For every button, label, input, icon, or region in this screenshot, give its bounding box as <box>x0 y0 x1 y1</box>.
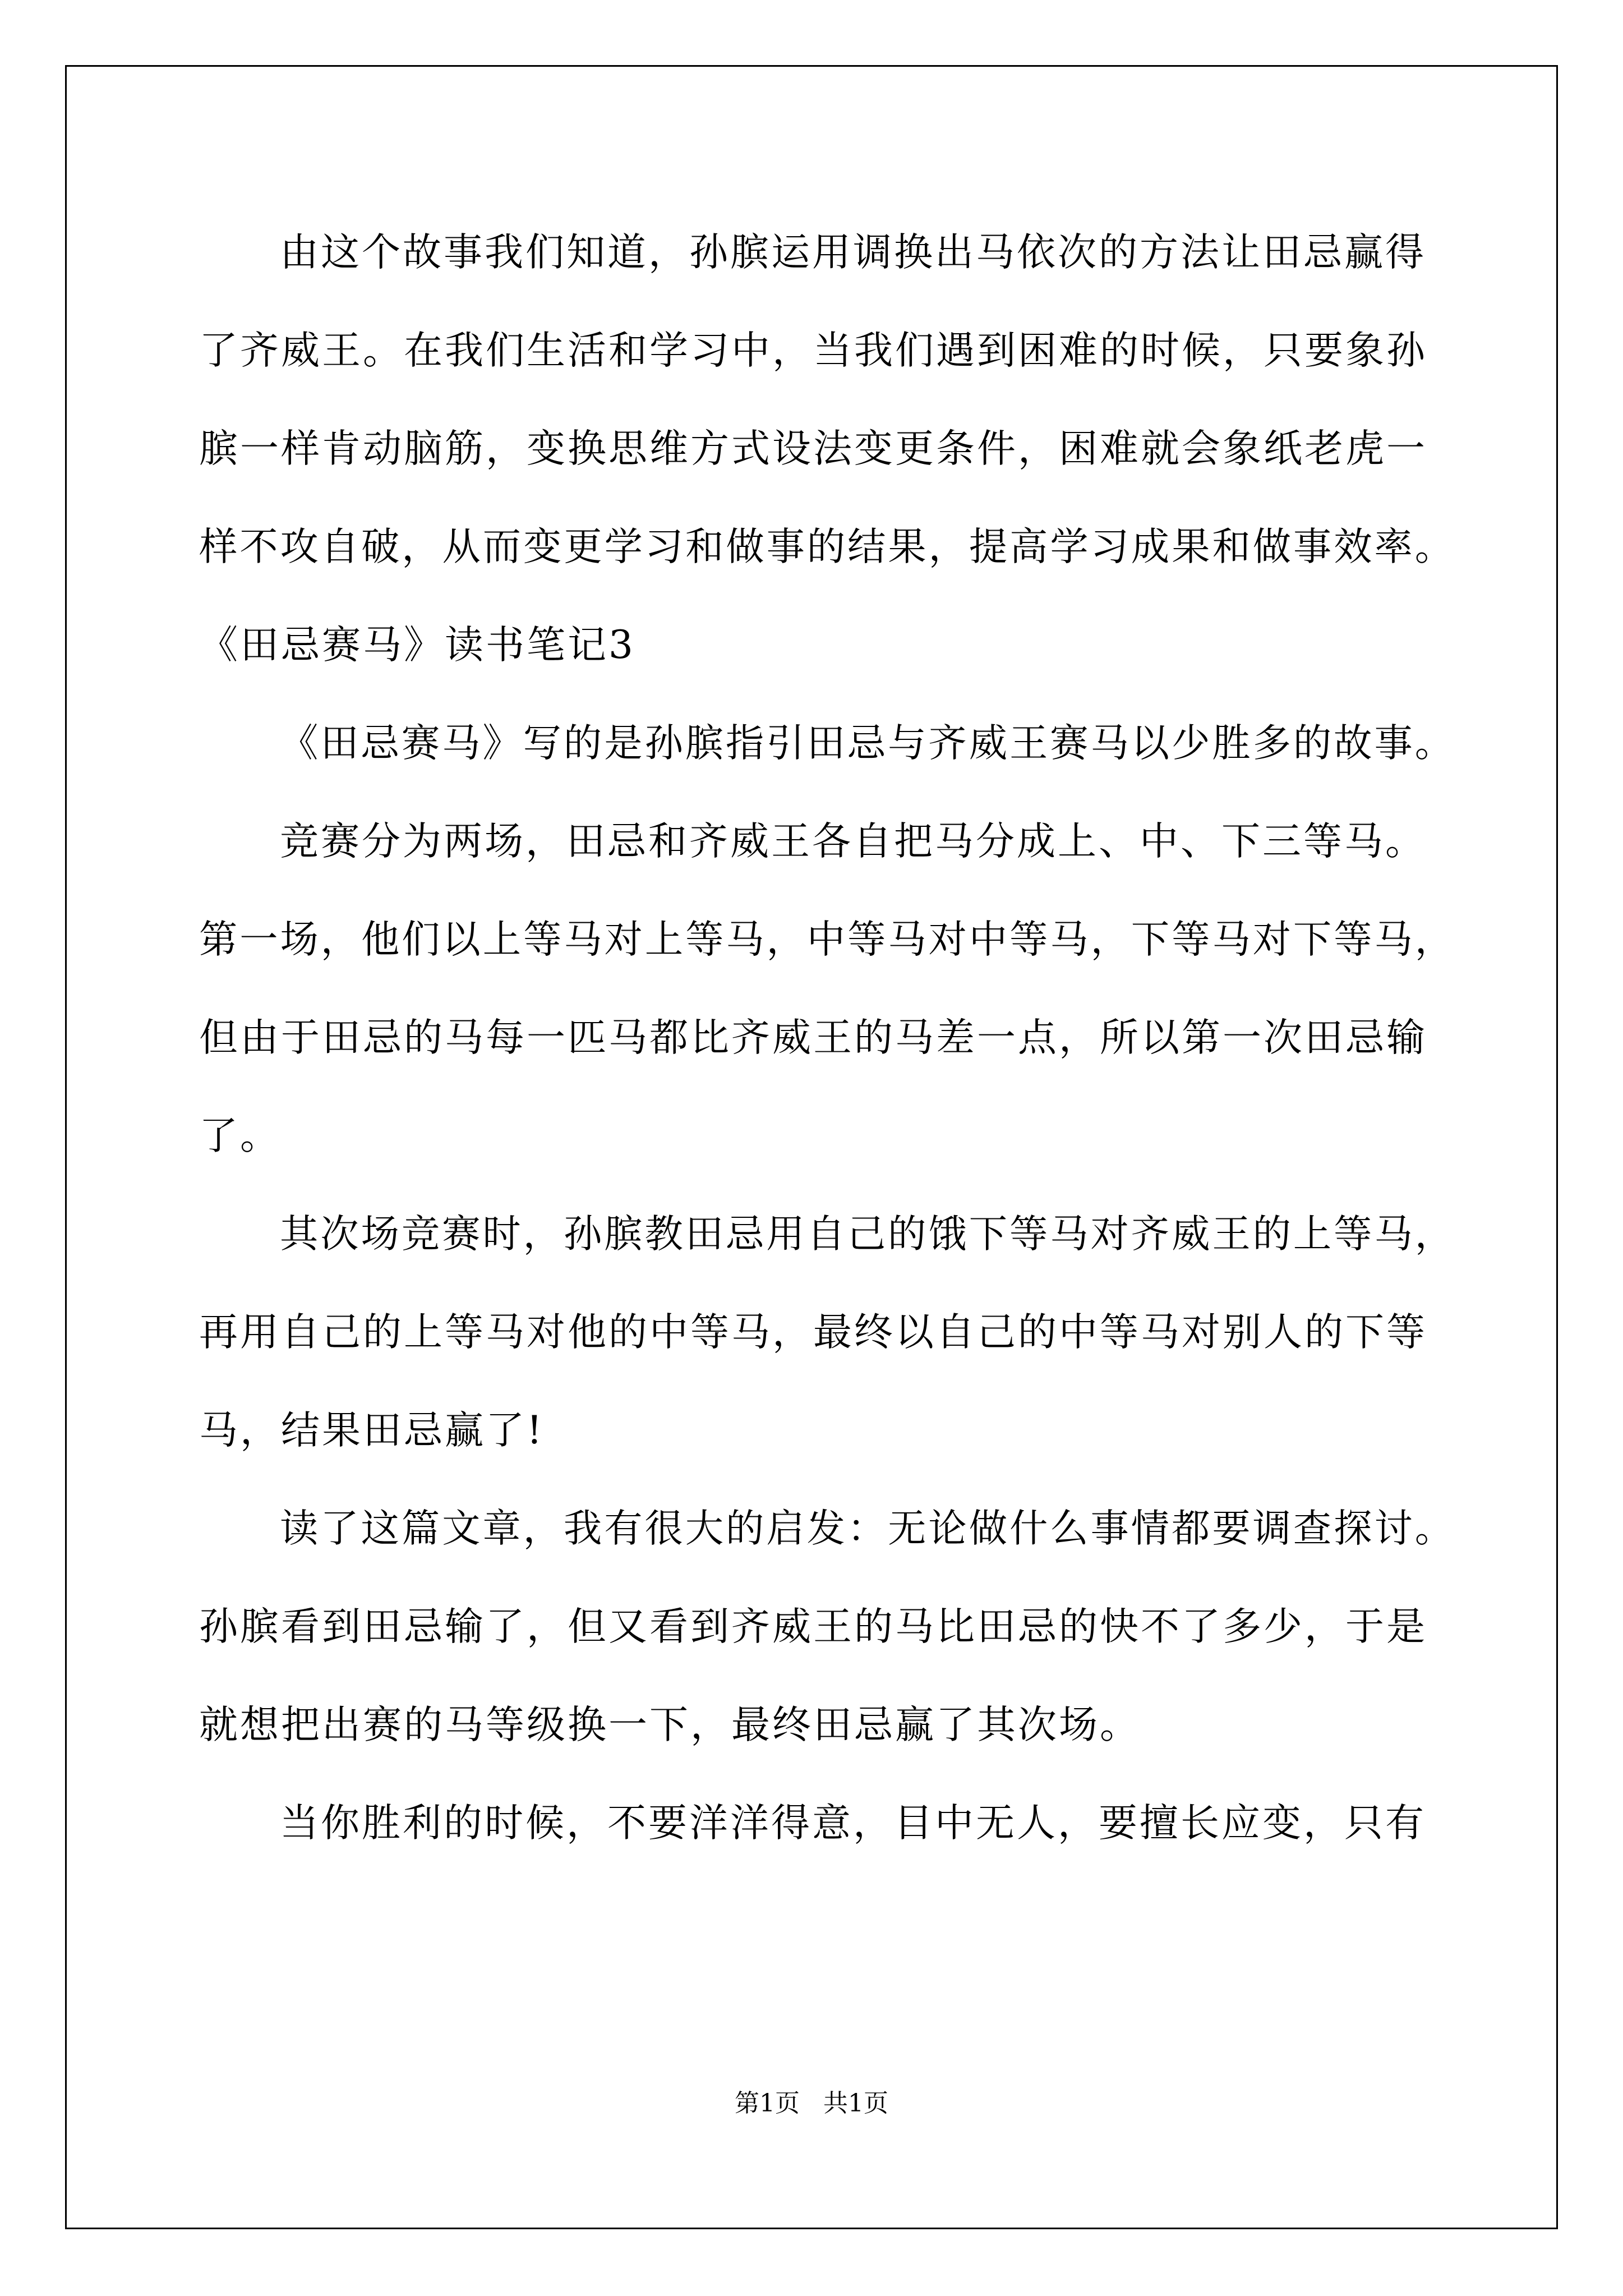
paragraph-line: 读了这篇文章，我有很大的启发：无论做什么事情都要调查探讨。 <box>280 1506 1455 1551</box>
paragraph-line: 《田忌赛马》写的是孙膑指引田忌与齐威王赛马以少胜多的故事。 <box>280 721 1455 766</box>
paragraph-line: 竞赛分为两场，田忌和齐威王各自把马分成上、中、下三等马。 <box>280 819 1426 864</box>
paragraph-line: 由这个故事我们知道，孙膑运用调换出马依次的方法让田忌赢得 <box>280 230 1426 275</box>
paragraph-line: 但由于田忌的马每一匹马都比齐威王的马差一点，所以第一次田忌输 <box>199 1015 1427 1060</box>
paragraph-line: 再用自己的上等马对他的中等马，最终以自己的中等马对别人的下等 <box>199 1310 1427 1355</box>
paragraph-line: 样不攻自破，从而变更学习和做事的结果，提高学习成果和做事效率。 <box>199 524 1455 569</box>
paragraph-line: 了齐威王。在我们生活和学习中，当我们遇到困难的时候，只要象孙 <box>199 328 1427 373</box>
paragraph-line: 其次场竞赛时，孙膑教田忌用自己的饿下等马对齐威王的上等马， <box>280 1212 1455 1257</box>
paragraph-line: 马，结果田忌赢了! <box>199 1408 545 1453</box>
paragraph-line: 就想把出赛的马等级换一下，最终田忌赢了其次场。 <box>199 1703 1141 1747</box>
page-footer: 第1页 共1页 <box>735 2089 888 2118</box>
page-border <box>65 65 1558 2229</box>
paragraph-line: 膑一样肯动脑筋，变换思维方式设法变更条件，困难就会象纸老虎一 <box>199 426 1427 471</box>
paragraph-line: 第一场，他们以上等马对上等马，中等马对中等马，下等马对下等马， <box>199 917 1455 962</box>
paragraph-line: 孙膑看到田忌输了，但又看到齐威王的马比田忌的快不了多少，于是 <box>199 1604 1427 1649</box>
section-heading: 《田忌赛马》读书笔记3 <box>199 623 635 668</box>
paragraph-line: 了。 <box>199 1114 281 1158</box>
paragraph-line: 当你胜利的时候，不要洋洋得意，目中无人，要擅长应变，只有 <box>280 1801 1426 1846</box>
